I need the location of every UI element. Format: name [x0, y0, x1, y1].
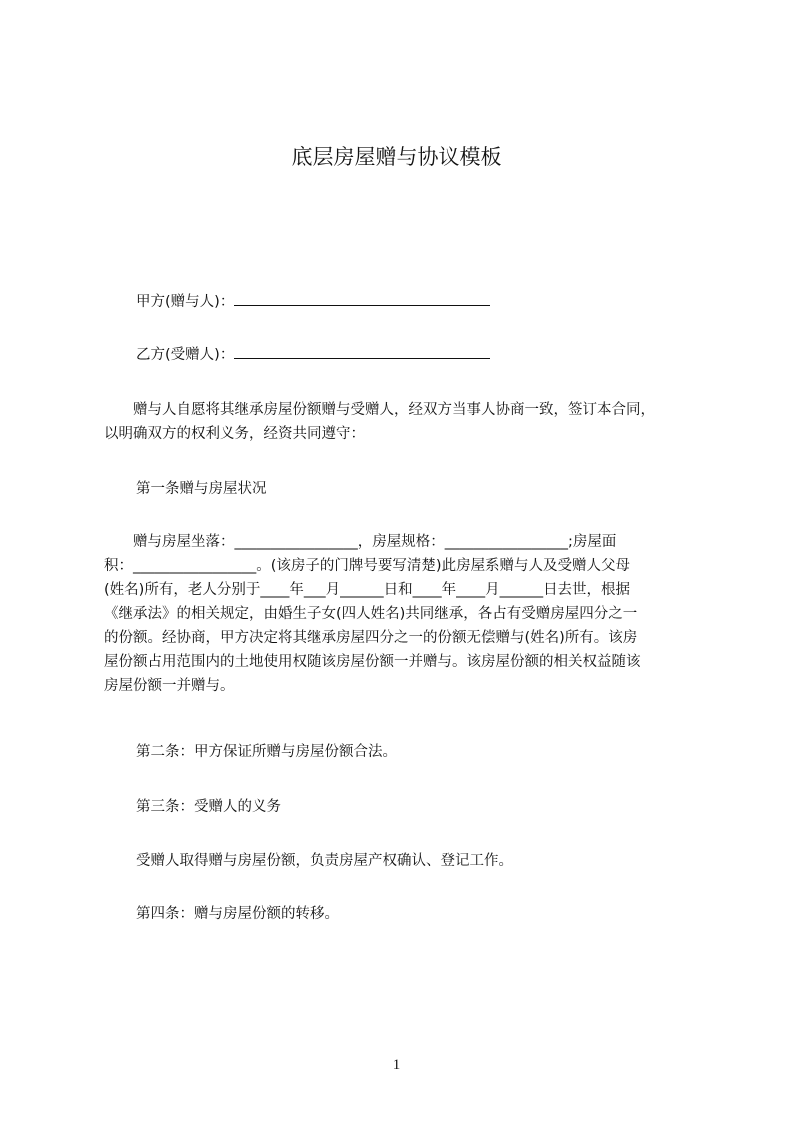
intro-line: 赠与人自愿将其继承房屋份额赠与受赠人，经双方当事人协商一致，签订本合同，: [104, 402, 655, 418]
article3-heading: 第三条：受赠人的义务: [136, 799, 281, 815]
article3-body: 受赠人取得赠与房屋份额，负责房屋产权确认、登记工作。: [136, 853, 513, 869]
intro-line: 以明确双方的权利义务，经资共同遵守：: [104, 426, 365, 442]
article1-line: 赠与房屋坐落：_________________，房屋规格：_________________;房屋面: [104, 534, 617, 550]
page-number: 1: [392, 1057, 401, 1073]
document-title: 底层房屋赠与协议模板: [291, 145, 502, 169]
article1-heading: 第一条赠与房屋状况: [136, 481, 267, 497]
party-a-label: 甲方(赠与人)：: [136, 294, 235, 310]
party-b-label: 乙方(受赠人)：: [136, 347, 235, 363]
article1-line: 积：_________________。(该房子的门牌号要写清楚)此房屋系赠与人及受赠人父母: [104, 558, 631, 574]
article1-line: 的份额。经协商，甲方决定将其继承房屋四分之一的份额无偿赠与(姓名)所有。该房: [104, 630, 638, 646]
article1-line: 屋份额占用范围内的土地使用权随该房屋份额一并赠与。该房屋份额的相关权益随该: [104, 654, 641, 670]
article1-body: [104, 530, 722, 698]
party-a-line: [136, 290, 490, 312]
intro-paragraph: [104, 398, 722, 446]
article4: 第四条：赠与房屋份额的转移。: [136, 906, 339, 922]
party-a-blank: [234, 290, 490, 306]
article1-line: 房屋份额一并赠与。: [104, 678, 235, 694]
article1-line: (姓名)所有，老人分别于____年___月______日和____年____月______日去世，根据: [104, 582, 631, 598]
party-b-line: [136, 343, 490, 365]
party-b-blank: [234, 343, 490, 359]
article2: 第二条：甲方保证所赠与房屋份额合法。: [136, 744, 397, 760]
article1-line: 《继承法》的相关规定，由婚生子女(四人姓名)共同继承，各占有受赠房屋四分之一: [104, 606, 638, 622]
